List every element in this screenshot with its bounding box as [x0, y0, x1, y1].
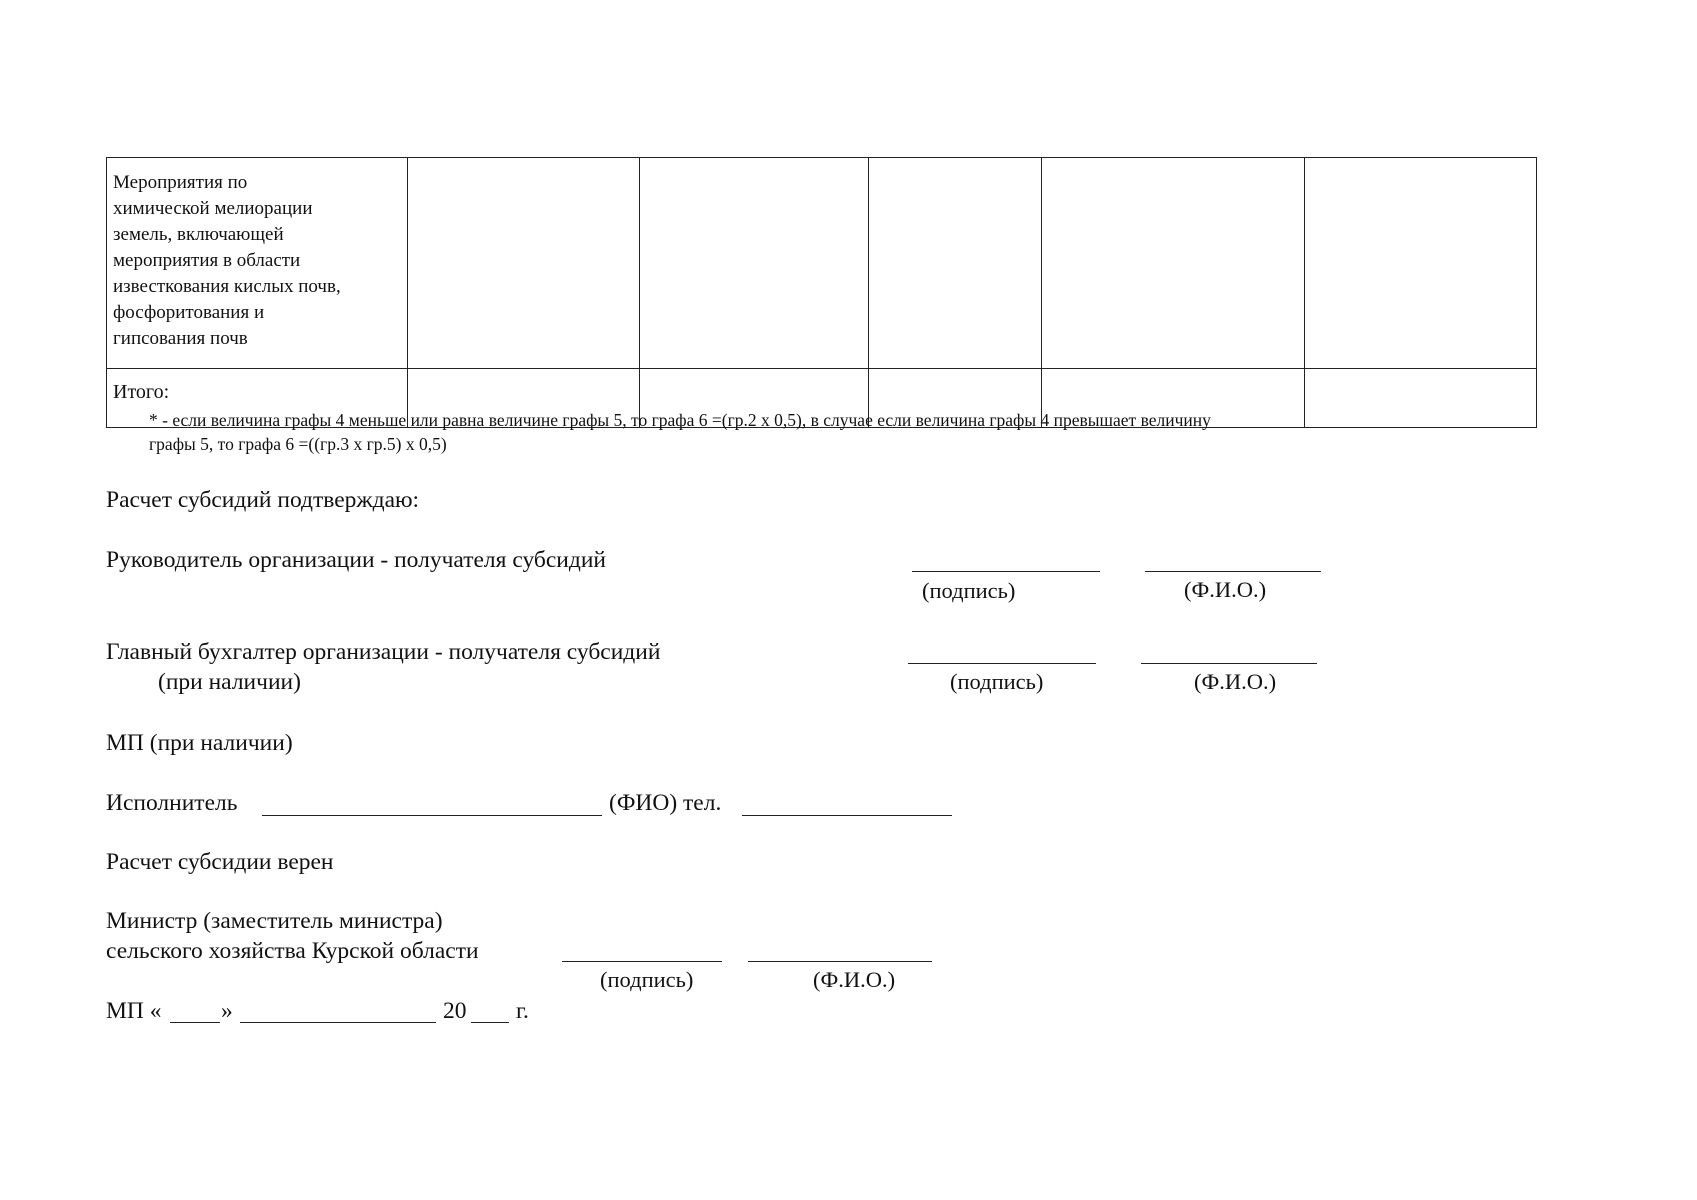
subsidy-table [106, 157, 1537, 428]
footnote-line-1: * - если величина графы 4 меньше или равна величине графы 5, то графа 6 =(гр.2 х 0,5), в случае если величина графы 4 превышает величину [149, 410, 1211, 430]
table-row [107, 158, 1537, 369]
seal-text: МП (при наличии) [106, 730, 293, 756]
accountant-signature-line [908, 663, 1096, 664]
table-cell [408, 158, 640, 369]
table-cell [869, 158, 1042, 369]
date-year-prefix: 20 [443, 998, 467, 1024]
head-label: Руководитель организации - получателя субсидий [106, 547, 606, 573]
head-signature-caption: (подпись) [922, 578, 1016, 603]
date-month-line [240, 1022, 436, 1023]
correct-text: Расчет субсидии верен [106, 849, 334, 875]
date-mp-open: МП « [106, 998, 162, 1024]
head-signature-line [912, 571, 1100, 572]
accountant-label-note: (при наличии) [158, 669, 301, 695]
accountant-name-caption: (Ф.И.О.) [1194, 669, 1277, 694]
table-cell [640, 158, 869, 369]
date-year-suffix: г. [516, 998, 529, 1024]
minister-signature-line [562, 961, 722, 962]
table-cell [1042, 158, 1305, 369]
executor-phone-line [742, 815, 952, 816]
activity-label-cell: Мероприятия по химической мелиорации земель, включающей мероприятия в области известкования кислых почв, фосфоритования и гипсования почв [107, 158, 408, 369]
accountant-name-line [1141, 663, 1317, 664]
executor-label: Исполнитель [106, 790, 238, 816]
head-name-caption: (Ф.И.О.) [1184, 577, 1267, 602]
date-close-quote: » [221, 998, 233, 1024]
minister-name-caption: (Ф.И.О.) [813, 967, 896, 992]
date-year-line [471, 1022, 509, 1023]
footnote [149, 408, 1539, 456]
accountant-label: Главный бухгалтер организации - получателя субсидий [106, 639, 661, 665]
total-label-cell: Итого: [107, 369, 408, 428]
accountant-signature-caption: (подпись) [950, 669, 1044, 694]
minister-signature-caption: (подпись) [600, 967, 694, 992]
date-day-line [170, 1022, 220, 1023]
table-cell [1305, 158, 1537, 369]
executor-fio-label: (ФИО) тел. [609, 790, 722, 816]
executor-name-line [262, 815, 602, 816]
head-name-line [1145, 571, 1321, 572]
minister-label-line-1: Министр (заместитель министра) [106, 908, 443, 934]
confirm-text: Расчет субсидий подтверждаю: [106, 487, 420, 513]
footnote-line-2: графы 5, то графа 6 =((гр.3 х гр.5) х 0,5) [149, 434, 447, 454]
minister-name-line [748, 961, 932, 962]
minister-label-line-2: сельского хозяйства Курской области [106, 938, 479, 964]
